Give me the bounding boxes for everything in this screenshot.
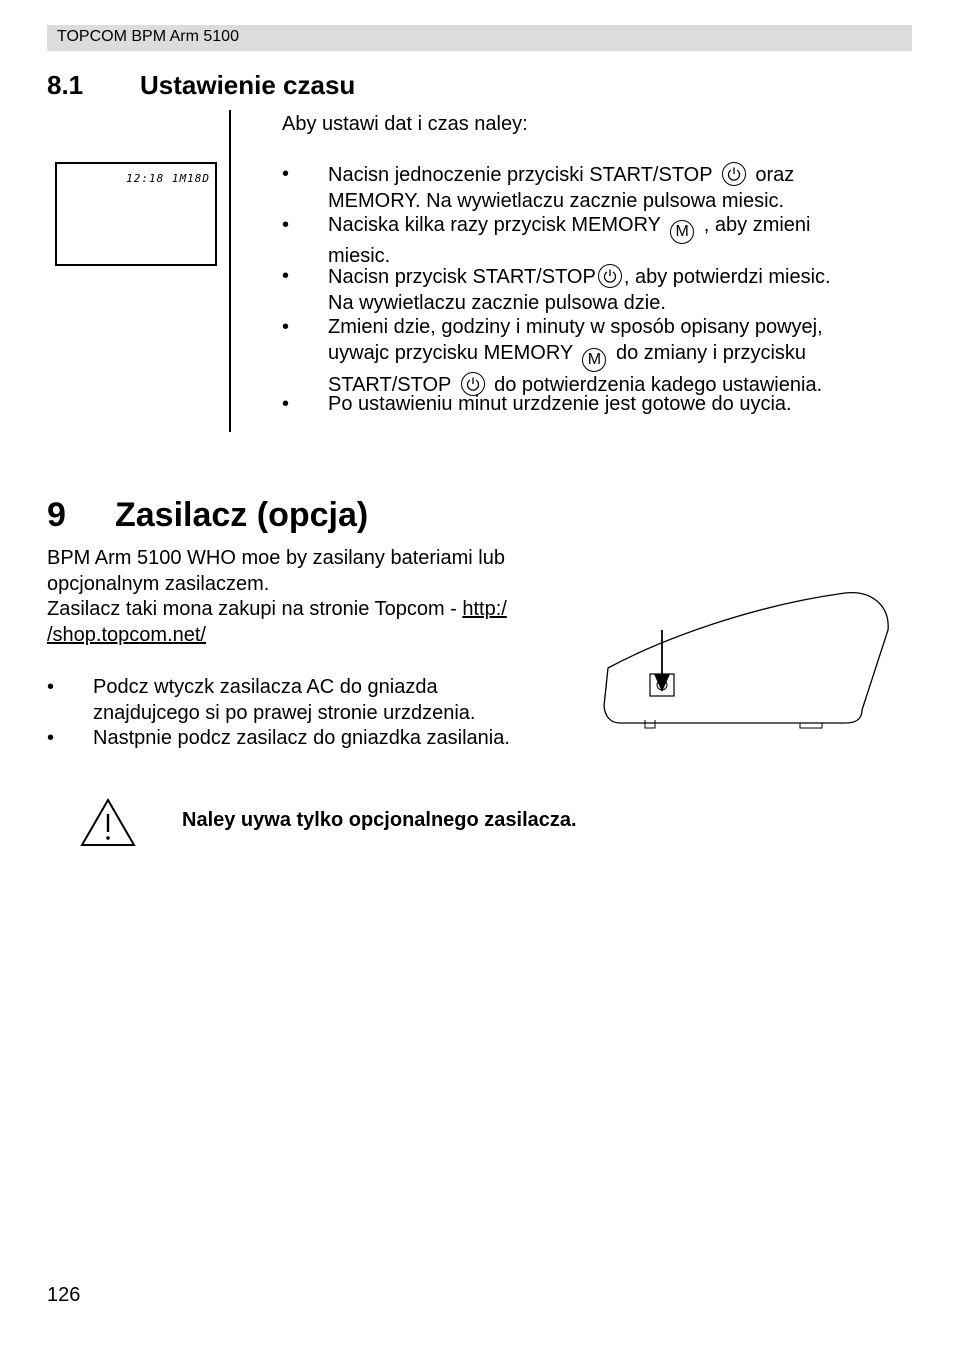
- bullet-dot: •: [282, 265, 290, 287]
- vertical-divider: [229, 110, 231, 432]
- chapter-number: 9: [47, 496, 66, 534]
- bullet-text: znajdujcego si po prawej stronie urzdzenia.: [93, 701, 476, 724]
- shop-link[interactable]: http:/: [462, 598, 507, 620]
- bullet-text: Nacisn jednoczenie przyciski START/STOP: [328, 164, 713, 186]
- memory-icon: M: [582, 348, 606, 372]
- warning-icon: [80, 798, 136, 848]
- lcd-time-readout: 12:18 1M18D: [126, 172, 210, 185]
- bullet-text: miesic.: [328, 245, 391, 267]
- paragraph-line: BPM Arm 5100 WHO moe by zasilany bateriami lub: [47, 547, 505, 569]
- bullet-text: Na wywietlaczu zacznie pulsowa dzie.: [328, 291, 666, 314]
- header-bar: [47, 25, 912, 51]
- power-icon: [598, 264, 622, 288]
- bullet-text: Podcz wtyczk zasilacza AC do gniazda: [93, 676, 438, 698]
- power-icon: [722, 162, 746, 186]
- device-side-illustration: [600, 588, 895, 733]
- bullet-dot: •: [47, 676, 55, 698]
- bullet-text: do zmiany i przycisku: [616, 341, 807, 364]
- bullet-dot: •: [282, 163, 290, 185]
- bullet-text: , aby potwierdzi miesic.: [623, 266, 831, 288]
- paragraph-line: opcjonalnym zasilaczem.: [47, 572, 270, 595]
- paragraph: [47, 546, 587, 648]
- paragraph-line: Zasilacz taki mona zakupi na stronie Topcom -: [47, 598, 463, 620]
- bullet-text: Po ustawieniu minut urzdzenie jest gotowe do uycia.: [328, 393, 792, 415]
- lcd-display-illustration: [55, 162, 217, 266]
- bullet-dot: •: [47, 727, 55, 749]
- bullet-dot: •: [282, 393, 290, 415]
- shop-link[interactable]: /shop.topcom.net/: [47, 623, 206, 646]
- chapter-title: Zasilacz (opcja): [115, 496, 369, 534]
- intro-text: Aby ustawi dat i czas naley:: [282, 113, 528, 135]
- bullet-text: MEMORY. Na wywietlaczu zacznie pulsowa miesic.: [328, 189, 785, 212]
- page-number: 126: [47, 1284, 81, 1306]
- header-title: TOPCOM BPM Arm 5100: [57, 28, 239, 45]
- memory-icon: M: [670, 220, 694, 244]
- bullet-text: Zmieni dzie, godziny i minuty w sposób opisany powyej,: [328, 316, 823, 338]
- section-number: 8.1: [47, 70, 84, 100]
- bullet-text: Nastpnie podcz zasilacz do gniazdka zasilania.: [93, 727, 510, 749]
- bullet-text: uywajc przycisku MEMORY: [328, 341, 573, 364]
- section-title: Ustawienie czasu: [140, 70, 356, 100]
- bullet-text: Naciska kilka razy przycisk MEMORY: [328, 214, 661, 236]
- bullet-text: START/STOP: [328, 373, 451, 396]
- bullet-text: do potwierdzenia kadego ustawienia.: [494, 373, 823, 396]
- bullet-text: Nacisn przycisk START/STOP: [328, 266, 596, 288]
- warning-text: Naley uywa tylko opcjonalnego zasilacza.: [182, 809, 577, 831]
- bullet-dot: •: [282, 214, 290, 236]
- bullet-text: oraz: [755, 164, 795, 186]
- bullet-text: , aby zmieni: [703, 214, 811, 236]
- bullet-dot: •: [282, 316, 290, 338]
